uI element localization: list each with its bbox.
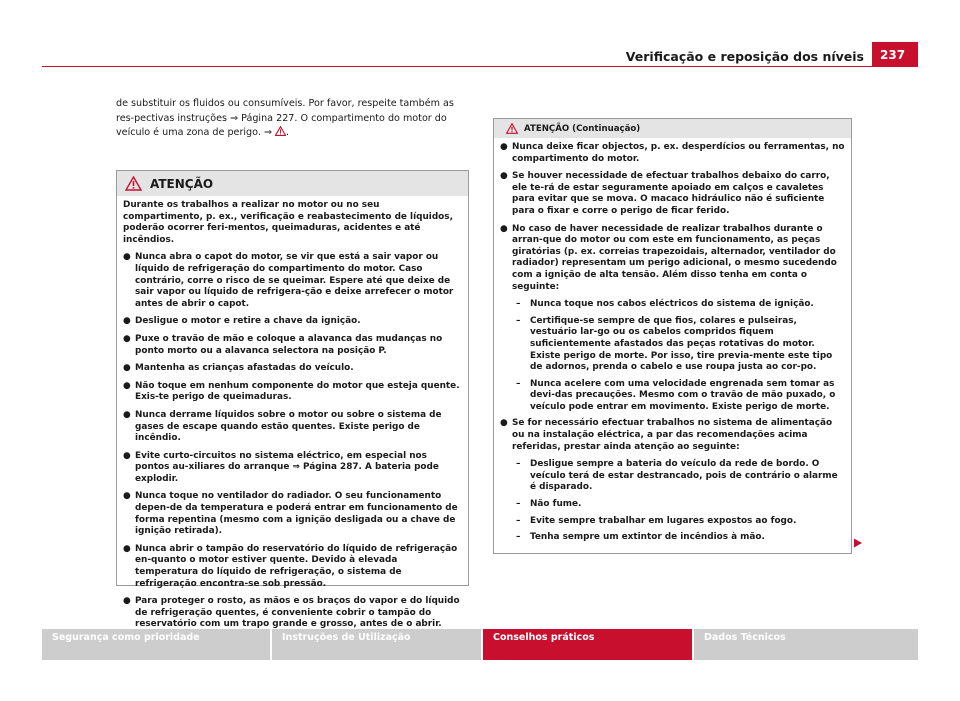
running-header-title: Verificação e reposição dos níveis [625, 49, 864, 64]
sub-list-item: – Desligue sempre a bateria do veículo da rede de bordo. O veículo terá de estar destrancado, pois de contrário o alarme é disparado. [516, 459, 838, 493]
list-item: ● Nunca abrir o tampão do reservatório do líquido de refrigeração en-quanto o motor estiver quente. Devido à elevada temperatura do líquido de refrigeração, o sistema de refrigeração encontra-se sob pressão. [123, 543, 458, 589]
warning-title: ATENÇÃO [150, 176, 214, 191]
list-item: ● No caso de haver necessidade de realizar trabalhos durante o arran-que do motor ou com este em funcionamento, as peças giratórias (p. ex. correias trapezoidais, alternador, ventilador do radiador) representam um perigo adicional, o mesmo sucedendo com a ignição de alta tensão. Além disso tenha em conta o seguinte: [500, 223, 837, 292]
sub-list-item: – Nunca acelere com uma velocidade engrenada sem tomar as devi-das precauções. Mesmo com o travão de mão puxado, o veículo pode entrar em movimento. Existe perigo de morte. [516, 378, 836, 412]
warning-triangle-icon [275, 126, 286, 136]
warning-body [494, 138, 851, 553]
footer-tab-conselhos[interactable]: Conselhos práticos [483, 629, 692, 660]
list-item: ● Para proteger o rosto, as mãos e os braços do vapor e do líquido de refrigeração quentes, é conveniente cobrir o tampão do reservatório com um trapo grande e grosso, antes de o abrir. [123, 596, 460, 630]
sub-list-item: – Nunca toque nos cabos eléctricos do sistema de ignição. [516, 299, 814, 310]
list-item: ● Puxe o travão de mão e coloque a alavanca das mudanças no ponto morto ou a alavanca selectora na posição P. [123, 333, 443, 356]
footer-tab-instrucoes[interactable]: Instruções de Utilização [272, 629, 481, 660]
list-item: ● Não toque em nenhum componente do motor que esteja quente. Exis-te perigo de queimaduras. [123, 380, 460, 403]
warning-intro: Durante os trabalhos a realizar no motor ou no seu compartimento, p. ex., verificação e reabastecimento de líquidos, poderão ocorrer feri-mentos, queimaduras, acidentes e até incêndios. [123, 200, 453, 245]
intro-paragraph: de substituir os fluidos ou consumíveis. Por favor, respeite também as res-pectivas instruções ⇒ Página 227. O compartimento do motor do veículo é uma zona de perigo. ⇒ . [116, 98, 454, 138]
header-rule [42, 66, 918, 67]
intro-text: de substituir os fluidos ou consumíveis. Por favor, respeite também as res-pectivas instruções ⇒ Página 227. O compartimento do motor do veículo é uma zona de perigo. ⇒ [116, 98, 454, 138]
continue-arrow-icon [853, 538, 863, 548]
warning-box-left [116, 170, 469, 630]
warning-box-right [493, 118, 852, 554]
list-item: ● Evite curto-circuitos no sistema eléctrico, em especial nos pontos au-xiliares do arranque ⇒ Página 287. A bateria pode explodir. [123, 450, 439, 484]
list-item: ● Desligue o motor e retire a chave da ignição. [123, 316, 361, 327]
list-item: ● Se for necessário efectuar trabalhos no sistema de alimentação ou na instalação eléctrica, a par das recomendações acima referidas, prestar ainda atenção ao seguinte: [500, 418, 833, 452]
sub-list-item: – Certifique-se sempre de que fios, colares e pulseiras, vestuário lar-go ou os cabelos compridos fiquem suficientemente afastados das peças rotativas do motor. Existe perigo de morte. Por isso, tire previa-mente este tipo de adornos, prenda o cabelo e use roupa justa ao cor-po. [516, 315, 833, 373]
sub-list-item: – Não fume. [516, 499, 582, 510]
sub-list-item: – Evite sempre trabalhar em lugares expostos ao fogo. [516, 515, 797, 526]
warning-box-header [117, 171, 468, 196]
list-item: ● Mantenha as crianças afastadas do veículo. [123, 363, 354, 374]
footer-tab-seguranca[interactable]: Segurança como prioridade [42, 629, 270, 660]
footer-tab-dados[interactable]: Dados Técnicos [694, 629, 918, 660]
warning-title: ATENÇÃO (Continuação) [524, 123, 641, 134]
list-item: ● Nunca derrame líquidos sobre o motor ou sobre o sistema de gases de escape quando estão quentes. Existe perigo de incêndio. [123, 409, 442, 444]
list-item: ● Se houver necessidade de efectuar trabalhos debaixo do carro, ele te-rá de estar seguramente apoiado em calços e cavaletes para evitar que se mova. O macaco hidráulico não é suficiente para o fixar e corre o perigo de ficar ferido. [500, 171, 830, 216]
warning-triangle-icon [506, 123, 518, 134]
warning-triangle-icon [125, 176, 142, 191]
list-item: ● Nunca abra o capot do motor, se vir que está a sair vapor ou líquido de refrigeração do compartimento do motor. Caso contrário, corre o risco de se queimar. Espere até que deixe de sair vapor ou líquido de refrigera-ção e deixe arrefecer o motor antes de abrir o capot. [123, 252, 454, 309]
sub-list-item: – Tenha sempre um extintor de incêndios à mão. [516, 532, 765, 543]
warning-box-header [494, 119, 851, 138]
warning-body [117, 196, 468, 641]
list-item: ● Nunca deixe ficar objectos, p. ex. desperdícios ou ferramentas, no compartimento do motor. [500, 142, 845, 164]
footer-nav [42, 629, 918, 660]
page-number: 237 [872, 42, 918, 67]
list-item: ● Nunca toque no ventilador do radiador. O seu funcionamento depen-de da temperatura e poderá entrar em funcionamento de forma repentina (mesmo com a ignição desligada ou a chave de ignição retirada). [123, 491, 458, 537]
